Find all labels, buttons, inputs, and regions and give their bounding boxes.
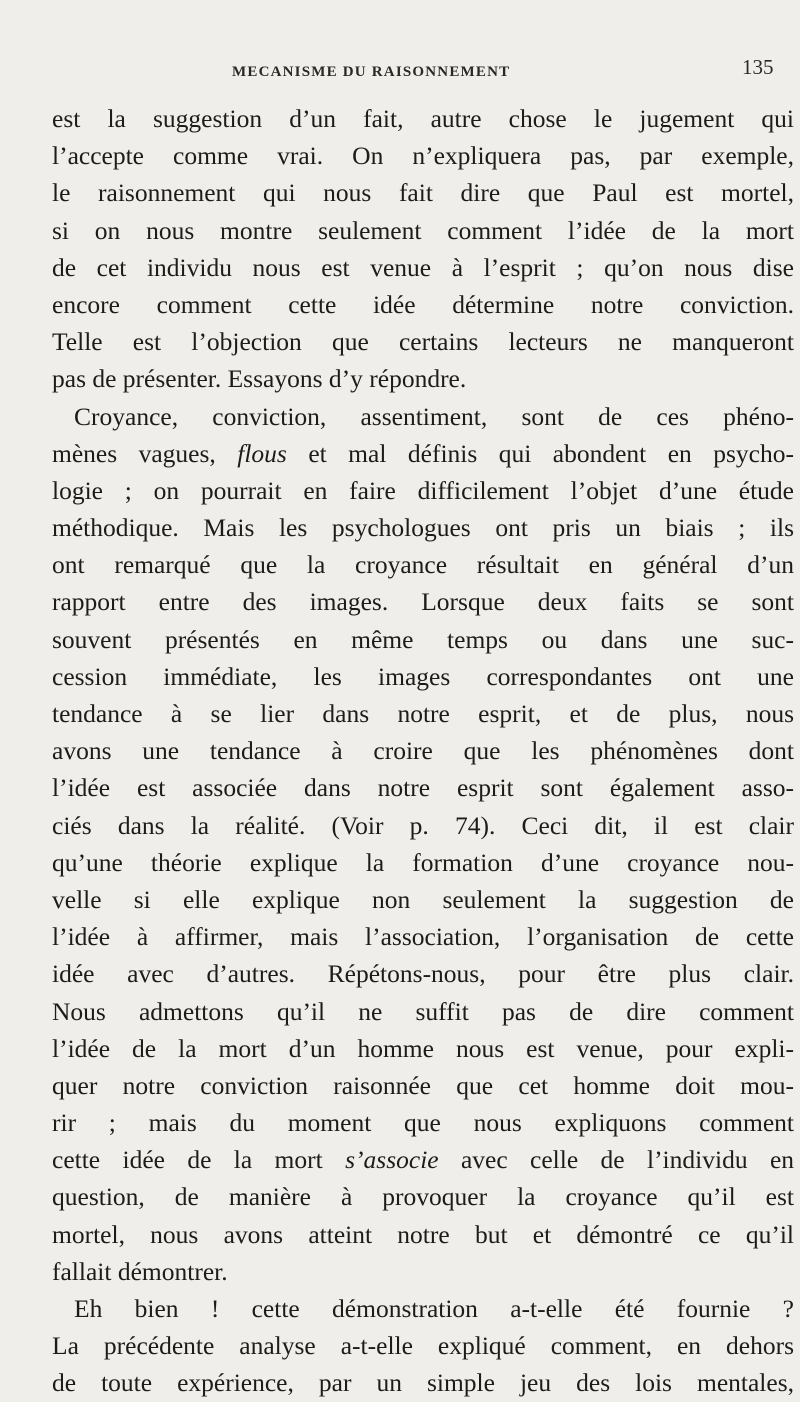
text-run: de toute expérience, par un simple jeu des lois mentales, (52, 1368, 794, 1398)
text-run: l’idée à affirmer, mais l’association, l’organisation de cette (52, 922, 794, 952)
text-run: quer notre conviction raisonnée que cet homme doit mou- (52, 1070, 794, 1100)
text-line (52, 1067, 794, 1104)
text-line (52, 993, 794, 1030)
text-line (52, 323, 794, 360)
italic-word: flous (237, 438, 287, 468)
text-run: le raisonnement qui nous fait dire que Paul est mortel, (52, 178, 794, 208)
text-run: l’idée est associée dans notre esprit sont également asso- (52, 773, 794, 803)
text-run: avec celle de l’individu en (438, 1145, 794, 1175)
text-line (52, 174, 794, 211)
text-line (52, 435, 794, 472)
text-run: logie ; on pourrait en faire difficilement l’objet d’une étude (52, 475, 794, 505)
text-run: fallait démontrer. (52, 1256, 228, 1286)
text-run: et mal définis qui abondent en psycho- (286, 438, 794, 468)
text-line (52, 844, 794, 881)
text-line (52, 100, 794, 137)
text-line (52, 398, 794, 435)
text-line (52, 1178, 794, 1215)
text-run: méthodique. Mais les psychologues ont pris un biais ; ils (52, 513, 794, 543)
text-run: question, de manière à provoquer la croyance qu’il est (52, 1182, 794, 1212)
text-run: de cet individu nous est venue à l’esprit ; qu’on nous dise (52, 252, 794, 282)
text-run: si on nous montre seulement comment l’idée de la mort (52, 215, 794, 245)
text-line (52, 1216, 794, 1253)
text-line (52, 732, 794, 769)
text-line (52, 583, 794, 620)
text-run: Nous admettons qu’il ne suffit pas de dire comment (52, 996, 794, 1026)
page-number: 135 (742, 55, 774, 79)
text-line (52, 509, 794, 546)
text-run: tendance à se lier dans notre esprit, et de plus, nous (52, 699, 794, 728)
text-run: idée avec d’autres. Répétons-nous, pour être plus clair. (52, 959, 794, 989)
text-run: ont remarqué que la croyance résultait en général d’un (52, 550, 794, 580)
text-line (52, 807, 794, 844)
text-run: cession immédiate, les images correspondantes ont une (52, 661, 794, 691)
text-run: La précédente analyse a-t-elle expliqué comment, en dehors (52, 1331, 794, 1361)
text-line (52, 546, 794, 583)
text-run: velle si elle explique non seulement la suggestion de (52, 884, 794, 914)
text-line (52, 918, 794, 955)
text-line (52, 769, 794, 806)
text-run: rapport entre des images. Lorsque deux faits se sont (52, 587, 794, 617)
text-line (52, 658, 794, 695)
text-line (52, 249, 794, 286)
text-run: l’idée de la mort d’un homme nous est venue, pour expli- (52, 1033, 794, 1063)
text-line (52, 695, 794, 732)
text-line (52, 1030, 794, 1067)
text-run: ciés dans la réalité. (Voir p. 74). Ceci dit, il est clair (52, 810, 794, 840)
text-line (52, 621, 794, 658)
text-run: est la suggestion d’un fait, autre chose le jugement qui (52, 104, 794, 133)
text-run: souvent présentés en même temps ou dans une suc- (52, 624, 794, 654)
text-line (52, 137, 794, 174)
text-line (52, 472, 794, 509)
text-run: Croyance, conviction, assentiment, sont de ces phéno- (74, 401, 794, 431)
text-line (52, 1327, 794, 1364)
text-run: avons une tendance à croire que les phénomènes dont (52, 736, 794, 766)
text-line (52, 1253, 794, 1290)
text-line (52, 955, 794, 992)
italic-word: s’associe (345, 1145, 439, 1175)
running-head: MECANISME DU RAISONNEMENT (232, 64, 511, 80)
text-line (52, 1290, 794, 1327)
text-run: cette idée de la mort (52, 1145, 346, 1175)
text-line (52, 1104, 794, 1141)
text-line (52, 212, 794, 249)
text-run: mènes vagues, (52, 438, 238, 468)
text-line (52, 360, 794, 397)
text-run: Telle est l’objection que certains lecteurs ne manqueront (52, 327, 794, 357)
text-run: Eh bien ! cette démonstration a-t-elle été fournie ? (74, 1294, 794, 1323)
text-run: rir ; mais du moment que nous expliquons comment (52, 1108, 794, 1138)
text-line (52, 286, 794, 323)
text-run: l’accepte comme vrai. On n’expliquera pas, par exemple, (52, 141, 794, 171)
text-line (52, 1141, 794, 1178)
text-run: qu’une théorie explique la formation d’une croyance nou- (52, 847, 794, 877)
text-line (52, 881, 794, 918)
text-line (52, 1364, 794, 1401)
text-run: encore comment cette idée détermine notre conviction. (52, 289, 794, 319)
text-run: pas de présenter. Essayons d’y répondre. (52, 364, 467, 394)
text-run: mortel, nous avons atteint notre but et démontré ce qu’il (52, 1219, 794, 1249)
body-text (52, 100, 794, 1402)
